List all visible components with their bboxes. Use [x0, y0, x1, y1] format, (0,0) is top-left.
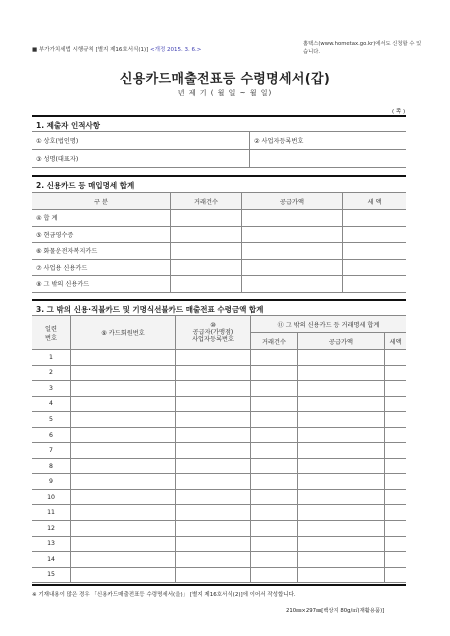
input-cell[interactable]: [385, 427, 407, 443]
other-card-rows: [32, 350, 406, 583]
input-cell[interactable]: [71, 381, 176, 397]
row-serial-number: 12: [32, 521, 71, 537]
input-cell[interactable]: [251, 474, 298, 490]
input-cell[interactable]: [71, 396, 176, 412]
cell[interactable]: [242, 210, 343, 227]
row-serial-number: 11: [32, 505, 71, 521]
cell[interactable]: [171, 226, 242, 243]
input-cell[interactable]: [385, 536, 407, 552]
input-cell[interactable]: [71, 412, 176, 428]
input-cell[interactable]: [298, 443, 385, 459]
input-cell[interactable]: [71, 458, 176, 474]
row-serial-number: 8: [32, 458, 71, 474]
hometax-note: 홈택스(www.hometax.go.kr)에서도 신청할 수 있습니다.: [303, 41, 422, 55]
input-cell[interactable]: [385, 381, 407, 397]
row-serial-number: 2: [32, 365, 71, 381]
input-cell[interactable]: [71, 489, 176, 505]
input-cell[interactable]: [298, 505, 385, 521]
sub-col-supply: 공급가액: [298, 333, 385, 350]
section3-bottom-rule: [32, 584, 406, 586]
input-cell[interactable]: [71, 521, 176, 537]
row-serial-number: 15: [32, 567, 71, 583]
table-row: [32, 412, 406, 428]
cell[interactable]: [171, 243, 242, 260]
row-serial-number: 4: [32, 396, 71, 412]
input-cell[interactable]: [176, 396, 251, 412]
cell[interactable]: [171, 276, 242, 293]
col-count: 거래건수: [171, 193, 242, 210]
purchase-summary-table: [32, 192, 406, 293]
input-cell[interactable]: [298, 536, 385, 552]
col-tax: 세 액: [343, 193, 407, 210]
section2-top-rule: [32, 175, 406, 177]
input-cell[interactable]: [385, 474, 407, 490]
representative-name-field[interactable]: ③ 성명(대표자): [32, 150, 250, 168]
input-cell[interactable]: [176, 505, 251, 521]
cell[interactable]: [343, 276, 407, 293]
input-cell[interactable]: [385, 443, 407, 459]
cell[interactable]: [171, 259, 242, 276]
blank-cell: [250, 150, 407, 168]
input-cell[interactable]: [176, 443, 251, 459]
table-row: [32, 427, 406, 443]
table-row: [32, 396, 406, 412]
table-row: [32, 458, 406, 474]
input-cell[interactable]: [71, 350, 176, 366]
input-cell[interactable]: [298, 427, 385, 443]
section1-top-rule: [32, 115, 406, 117]
row-serial-number: 6: [32, 427, 71, 443]
input-cell[interactable]: [176, 350, 251, 366]
input-cell[interactable]: [71, 443, 176, 459]
input-cell[interactable]: [71, 567, 176, 583]
table-row: [32, 443, 406, 459]
row-serial-number: 9: [32, 474, 71, 490]
input-cell[interactable]: [385, 396, 407, 412]
input-cell[interactable]: [251, 443, 298, 459]
input-cell[interactable]: [251, 350, 298, 366]
input-cell[interactable]: [251, 381, 298, 397]
input-cell[interactable]: [251, 412, 298, 428]
section3-heading: 3. 그 밖의 신용·직불카드 및 기명식선불카드 매출전표 수령금액 합계: [36, 305, 264, 314]
input-cell[interactable]: [176, 521, 251, 537]
table-row: [32, 474, 406, 490]
input-cell[interactable]: [385, 567, 407, 583]
business-number-field[interactable]: ② 사업자등록번호: [250, 132, 407, 150]
form-ref-prefix: ■ 부가가치세법 시행규칙 [별지 제16호서식(1)]: [32, 47, 149, 53]
input-cell[interactable]: [385, 350, 407, 366]
input-cell[interactable]: [71, 474, 176, 490]
input-cell[interactable]: [71, 505, 176, 521]
cell[interactable]: [242, 259, 343, 276]
table-row: [32, 365, 406, 381]
input-cell[interactable]: [251, 458, 298, 474]
input-cell[interactable]: [298, 412, 385, 428]
input-cell[interactable]: [298, 350, 385, 366]
table-row: [32, 489, 406, 505]
input-cell[interactable]: [251, 396, 298, 412]
row-serial-number: 1: [32, 350, 71, 366]
input-cell[interactable]: [251, 567, 298, 583]
input-cell[interactable]: [251, 536, 298, 552]
row-other-card-label: ⑧ 그 밖의 신용카드: [32, 276, 171, 293]
input-cell[interactable]: [251, 552, 298, 568]
table-row: [32, 381, 406, 397]
input-cell[interactable]: [298, 489, 385, 505]
input-cell[interactable]: [71, 552, 176, 568]
row-total-label: ④ 합 계: [32, 210, 171, 227]
tax-period: 년 제 기 ( 월 일 ~ 월 일): [177, 89, 273, 97]
cell[interactable]: [242, 226, 343, 243]
row-freight-card-label: ⑥ 화물운전자복지카드: [32, 243, 171, 260]
cell[interactable]: [171, 210, 242, 227]
form-reference: [32, 45, 201, 53]
cell[interactable]: [343, 226, 407, 243]
section1-heading: 1. 제출자 인적사항: [36, 121, 101, 130]
col-group-other-card: ⑪ 그 밖의 신용카드 등 거래명세 합계: [251, 316, 407, 333]
input-cell[interactable]: [298, 458, 385, 474]
input-cell[interactable]: [385, 489, 407, 505]
input-cell[interactable]: [385, 521, 407, 537]
row-business-card-label: ⑦ 사업용 신용카드: [32, 259, 171, 276]
row-serial-number: 3: [32, 381, 71, 397]
input-cell[interactable]: [176, 365, 251, 381]
input-cell[interactable]: [176, 536, 251, 552]
col-supply: 공급가액: [242, 193, 343, 210]
cell[interactable]: [242, 243, 343, 260]
form-title: 신용카드매출전표등 수령명세서(갑): [119, 72, 331, 87]
table-row: [32, 567, 406, 583]
col-card-member-number: ⑨ 카드회원번호: [71, 316, 176, 350]
col-supplier-num: ⑩: [210, 321, 216, 329]
input-cell[interactable]: [251, 427, 298, 443]
input-cell[interactable]: [298, 396, 385, 412]
row-cash-receipt-label: ⑤ 현금영수증: [32, 226, 171, 243]
sub-col-tax: 세액: [385, 333, 407, 350]
row-serial-number: 13: [32, 536, 71, 552]
table-row: [32, 552, 406, 568]
other-card-table: [32, 315, 406, 583]
table-row: [32, 505, 406, 521]
input-cell[interactable]: [176, 412, 251, 428]
input-cell[interactable]: [385, 458, 407, 474]
paper-spec: 210㎜×297㎜[백상지 80g/㎡(재활용품)]: [286, 608, 385, 614]
col-serial: 일련 번호: [32, 316, 71, 350]
input-cell[interactable]: [298, 521, 385, 537]
input-cell[interactable]: [176, 458, 251, 474]
sub-col-count: 거래건수: [251, 333, 298, 350]
input-cell[interactable]: [176, 489, 251, 505]
input-cell[interactable]: [176, 427, 251, 443]
col-supplier-biz-number: [176, 316, 251, 350]
input-cell[interactable]: [385, 365, 407, 381]
input-cell[interactable]: [176, 567, 251, 583]
page-count: ( 쪽 ): [392, 109, 406, 115]
table-row: [32, 350, 406, 366]
input-cell[interactable]: [251, 365, 298, 381]
input-cell[interactable]: [71, 365, 176, 381]
col-category: 구 분: [32, 193, 171, 210]
submitter-table: [32, 131, 406, 168]
section2-heading: 2. 신용카드 등 매입명세 합계: [36, 181, 135, 190]
input-cell[interactable]: [176, 474, 251, 490]
input-cell[interactable]: [176, 552, 251, 568]
input-cell[interactable]: [251, 489, 298, 505]
input-cell[interactable]: [251, 521, 298, 537]
input-cell[interactable]: [298, 552, 385, 568]
footnote: ※ 기재내용이 많은 경우 「신용카드매출전표등 수령명세서(을)」 [별지 제16호서식(2)]에 이어서 작성합니다.: [32, 592, 296, 598]
input-cell[interactable]: [251, 505, 298, 521]
row-serial-number: 5: [32, 412, 71, 428]
table-row: [32, 536, 406, 552]
input-cell[interactable]: [71, 427, 176, 443]
input-cell[interactable]: [298, 365, 385, 381]
input-cell[interactable]: [385, 505, 407, 521]
row-serial-number: 7: [32, 443, 71, 459]
input-cell[interactable]: [298, 474, 385, 490]
section3-top-rule: [32, 299, 406, 301]
cell[interactable]: [343, 259, 407, 276]
col-supplier-label: 공급자(가맹점) 사업자등록번호: [192, 328, 234, 344]
cell[interactable]: [343, 210, 407, 227]
input-cell[interactable]: [71, 536, 176, 552]
input-cell[interactable]: [385, 412, 407, 428]
table-row: [32, 521, 406, 537]
row-serial-number: 10: [32, 489, 71, 505]
input-cell[interactable]: [298, 381, 385, 397]
input-cell[interactable]: [385, 552, 407, 568]
input-cell[interactable]: [298, 567, 385, 583]
row-serial-number: 14: [32, 552, 71, 568]
input-cell[interactable]: [176, 381, 251, 397]
company-name-field[interactable]: ① 상호(법인명): [32, 132, 250, 150]
revision-date: <개정 2015. 3. 6.>: [150, 47, 202, 53]
cell[interactable]: [343, 243, 407, 260]
cell[interactable]: [242, 276, 343, 293]
